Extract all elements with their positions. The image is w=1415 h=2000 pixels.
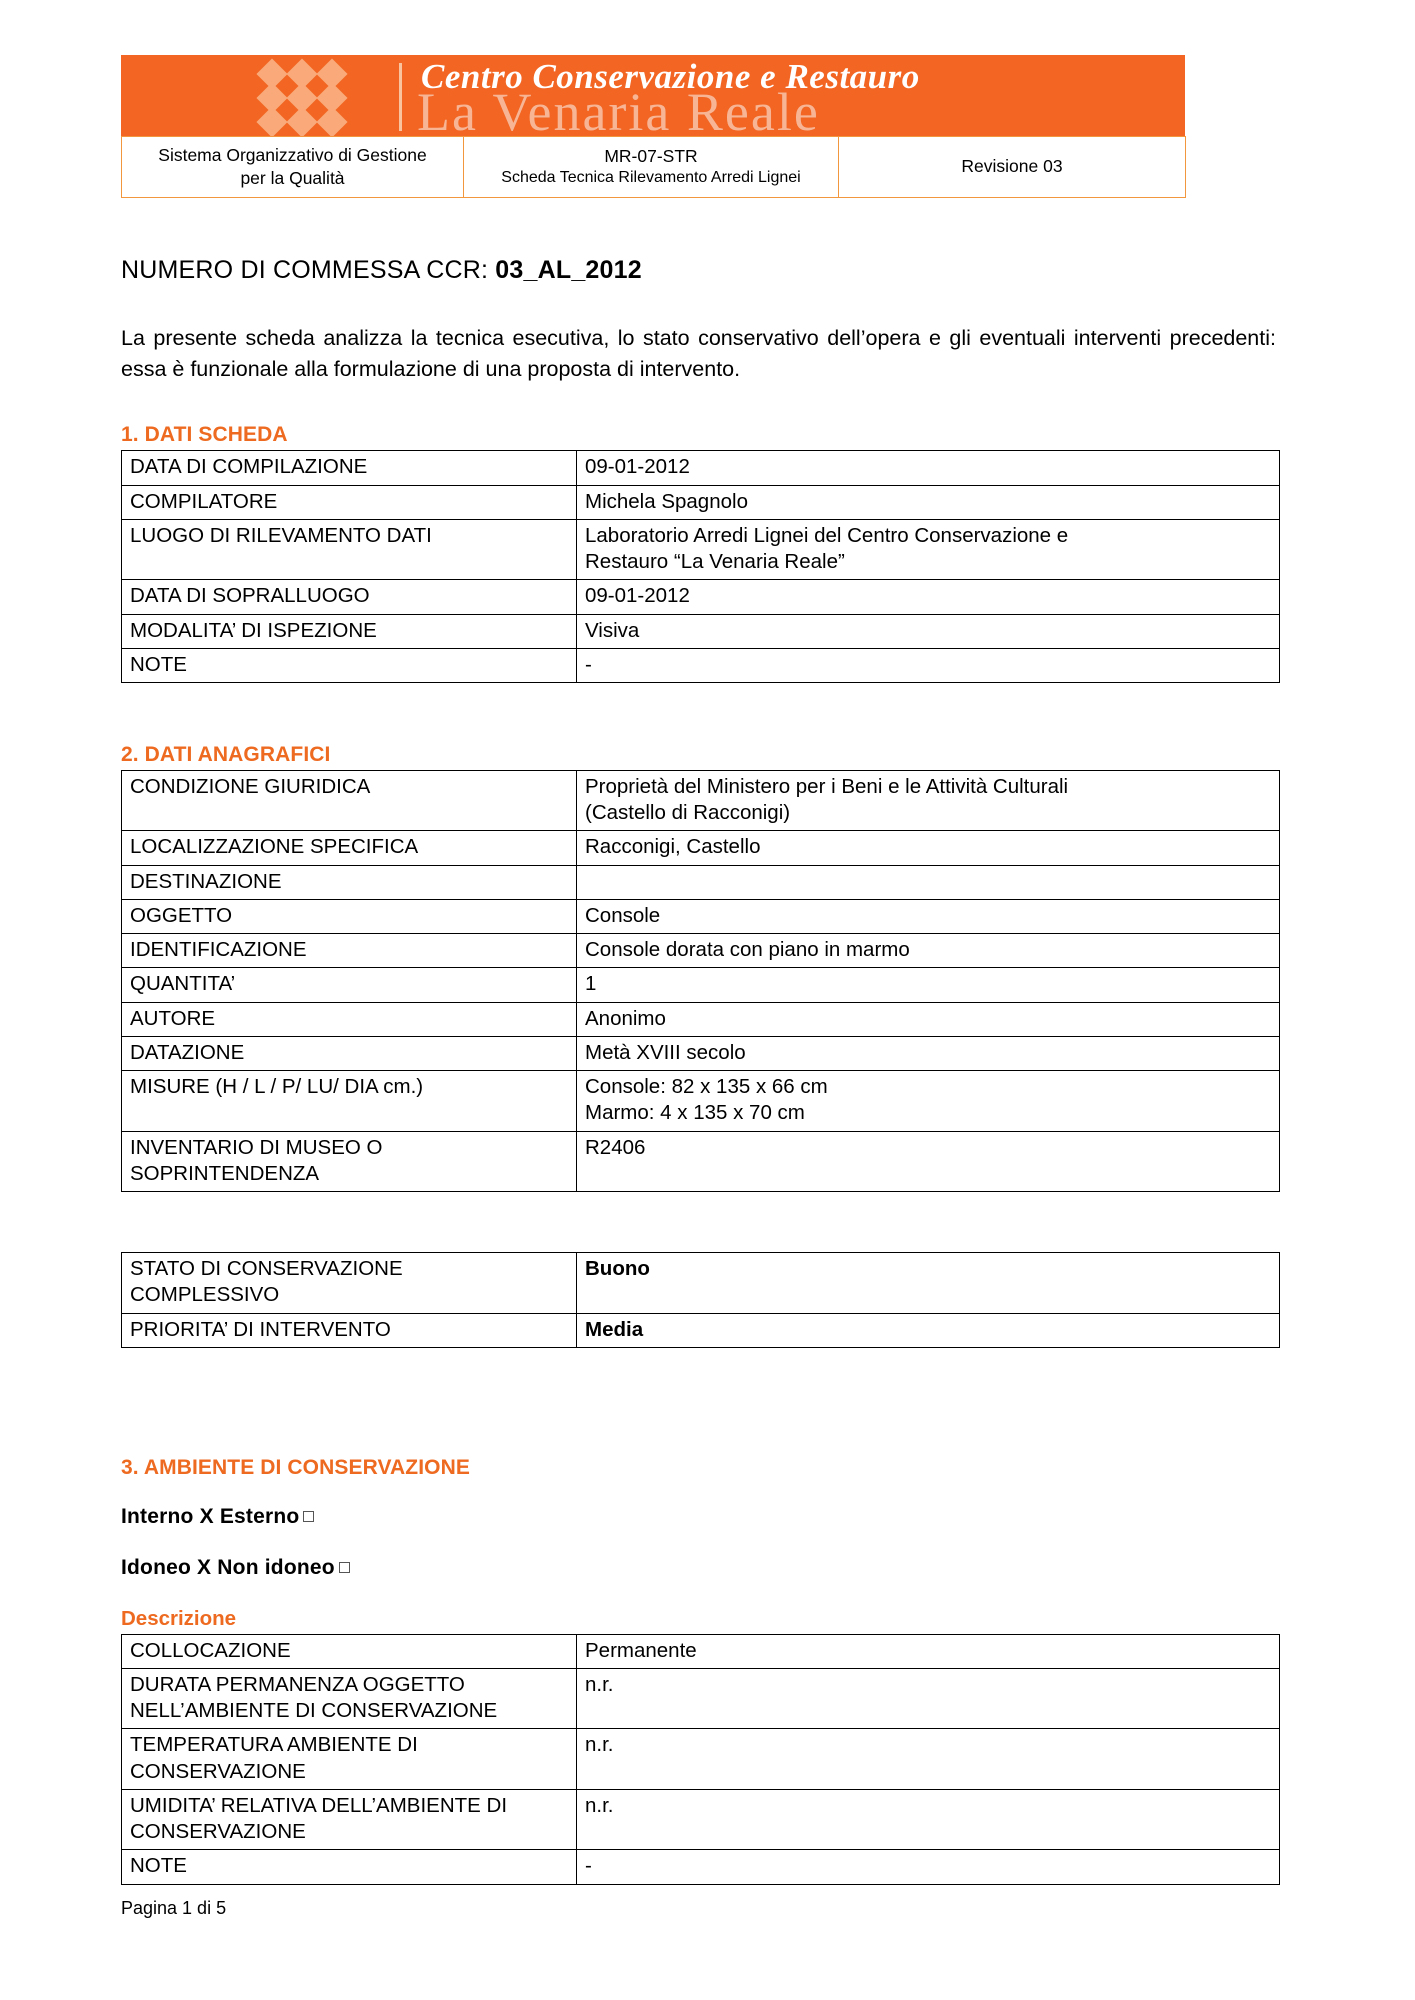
row-key: PRIORITA’ DI INTERVENTO	[122, 1313, 577, 1347]
dati-anagrafici-table	[121, 770, 1280, 1192]
row-value	[577, 770, 1280, 830]
system-line-1: Sistema Organizzativo di Gestione	[158, 145, 427, 165]
row-key: COLLOCAZIONE	[122, 1634, 577, 1668]
row-value-line-1: Console: 82 x 135 x 66 cm	[585, 1075, 828, 1099]
system-line-2: per la Qualità	[240, 167, 345, 188]
diamond-pattern-icon	[261, 61, 371, 131]
non-idoneo-checkbox[interactable]	[339, 1562, 350, 1573]
table-row	[122, 580, 1280, 614]
table-row	[122, 899, 1280, 933]
row-key-line-1: TEMPERATURA AMBIENTE DI	[130, 1733, 418, 1757]
row-key: DATA DI COMPILAZIONE	[122, 451, 577, 485]
esterno-checkbox[interactable]	[303, 1511, 314, 1522]
row-value-line-2: (Castello di Racconigi)	[585, 801, 791, 825]
row-key: DATAZIONE	[122, 1036, 577, 1070]
row-key-line-2: CONSERVAZIONE	[130, 1820, 306, 1844]
header-cell-document	[464, 137, 839, 198]
row-key	[122, 1729, 577, 1789]
row-value-line-1: Laboratorio Arredi Lignei del Centro Conservazione e	[585, 523, 1069, 547]
row-key: DESTINAZIONE	[122, 865, 577, 899]
row-key	[122, 1668, 577, 1728]
row-value: 1	[577, 968, 1280, 1002]
row-value	[577, 865, 1280, 899]
table-row	[122, 1002, 1280, 1036]
row-key: NOTE	[122, 1850, 577, 1884]
brand-title-secondary: La Venaria Reale	[417, 82, 820, 136]
table-row	[122, 1634, 1280, 1668]
row-value: n.r.	[577, 1789, 1280, 1849]
row-value: Visiva	[577, 614, 1280, 648]
row-value: Console dorata con piano in marmo	[577, 934, 1280, 968]
row-value: n.r.	[577, 1729, 1280, 1789]
descrizione-table	[121, 1634, 1280, 1885]
row-key: MODALITA’ DI ISPEZIONE	[122, 614, 577, 648]
table-row	[122, 1253, 1280, 1313]
table-row	[122, 831, 1280, 865]
section-3-title: 3. AMBIENTE DI CONSERVAZIONE	[121, 1455, 470, 1479]
table-row	[122, 968, 1280, 1002]
row-key: LUOGO DI RILEVAMENTO DATI	[122, 519, 577, 579]
table-row	[122, 1850, 1280, 1884]
document-header	[121, 55, 1185, 198]
idoneo-label: Idoneo X Non idoneo	[121, 1555, 335, 1579]
row-value	[577, 1313, 1280, 1347]
row-value-text: Buono	[585, 1257, 650, 1281]
row-value: 09-01-2012	[577, 580, 1280, 614]
row-value: -	[577, 1850, 1280, 1884]
row-key-line-2: COMPLESSIVO	[130, 1283, 280, 1307]
table-row	[122, 648, 1280, 682]
row-key: IDENTIFICAZIONE	[122, 934, 577, 968]
section-2-title: 2. DATI ANAGRAFICI	[121, 742, 331, 766]
row-key: DATA DI SOPRALLUOGO	[122, 580, 577, 614]
table-row	[122, 1313, 1280, 1347]
brand-title-primary: Centro Conservazione e Restauro	[421, 57, 920, 96]
dati-scheda-table	[121, 450, 1280, 683]
header-cell-revision: Revisione 03	[839, 137, 1186, 198]
banner-divider	[399, 63, 402, 131]
header-info-row	[122, 137, 1186, 198]
commessa-value: 03_AL_2012	[495, 256, 642, 284]
row-value-line-1: Proprietà del Ministero per i Beni e le Attività Culturali	[585, 774, 1069, 798]
document-name: Scheda Tecnica Rilevamento Arredi Lignei	[501, 168, 801, 186]
document-code: MR-07-STR	[604, 145, 698, 166]
table-row	[122, 1131, 1280, 1191]
table-row	[122, 451, 1280, 485]
ambiente-interno-esterno-line	[121, 1505, 1285, 1529]
document-body	[121, 255, 1285, 1885]
section-1-title: 1. DATI SCHEDA	[121, 423, 288, 447]
row-key: AUTORE	[122, 1002, 577, 1036]
table-row	[122, 614, 1280, 648]
stato-conservazione-table	[121, 1252, 1280, 1348]
spacer	[121, 683, 1285, 743]
row-value	[577, 519, 1280, 579]
row-key: MISURE (H / L / P/ LU/ DIA cm.)	[122, 1071, 577, 1131]
row-value: Permanente	[577, 1634, 1280, 1668]
table-row	[122, 1071, 1280, 1131]
row-value: Michela Spagnolo	[577, 485, 1280, 519]
row-key-line-1: INVENTARIO DI MUSEO O	[130, 1135, 383, 1159]
header-info-table	[121, 136, 1186, 198]
intro-paragraph: La presente scheda analizza la tecnica esecutiva, lo stato conservativo dell’opera e gli eventuali interventi precedenti: essa è funzionale alla formulazione di una proposta di intervento.	[121, 326, 1276, 382]
spacer	[121, 1192, 1285, 1252]
row-key: LOCALIZZAZIONE SPECIFICA	[122, 831, 577, 865]
row-key-line-1: DURATA PERMANENZA OGGETTO	[130, 1672, 465, 1696]
table-row	[122, 519, 1280, 579]
row-key-line-2: SOPRINTENDENZA	[130, 1161, 320, 1185]
row-value-line-2: Restauro “La Venaria Reale”	[585, 550, 845, 574]
table-row	[122, 934, 1280, 968]
table-row	[122, 1036, 1280, 1070]
row-key: CONDIZIONE GIURIDICA	[122, 770, 577, 830]
header-cell-system	[122, 137, 464, 198]
row-value: R2406	[577, 1131, 1280, 1191]
row-value: -	[577, 648, 1280, 682]
row-value: Anonimo	[577, 1002, 1280, 1036]
interno-esterno-label: Interno X Esterno	[121, 1504, 300, 1528]
row-key-line-1: UMIDITA’ RELATIVA DELL’AMBIENTE DI	[130, 1793, 508, 1817]
descrizione-title: Descrizione	[121, 1606, 237, 1630]
row-value: n.r.	[577, 1668, 1280, 1728]
page-footer: Pagina 1 di 5	[121, 1898, 227, 1918]
row-key: QUANTITA’	[122, 968, 577, 1002]
row-key: COMPILATORE	[122, 485, 577, 519]
row-key-line-1: STATO DI CONSERVAZIONE	[130, 1257, 403, 1281]
table-row	[122, 865, 1280, 899]
row-key	[122, 1131, 577, 1191]
row-value-line-2: Marmo: 4 x 135 x 70 cm	[585, 1101, 805, 1125]
ambiente-idoneo-line	[121, 1556, 1285, 1580]
spacer	[121, 1348, 1285, 1456]
row-value	[577, 1071, 1280, 1131]
row-key-line-2: CONSERVAZIONE	[130, 1759, 306, 1783]
row-value: 09-01-2012	[577, 451, 1280, 485]
table-row	[122, 485, 1280, 519]
row-key-line-2: NELL’AMBIENTE DI CONSERVAZIONE	[130, 1699, 498, 1723]
table-row	[122, 1789, 1280, 1849]
commessa-label: NUMERO DI COMMESSA CCR:	[121, 256, 496, 284]
table-row	[122, 1668, 1280, 1728]
commessa-line	[121, 255, 1285, 285]
row-value	[577, 1253, 1280, 1313]
table-row	[122, 770, 1280, 830]
row-value-text: Media	[585, 1317, 644, 1341]
row-key	[122, 1789, 577, 1849]
row-value: Console	[577, 899, 1280, 933]
brand-banner	[121, 55, 1185, 136]
row-key: NOTE	[122, 648, 577, 682]
row-key: OGGETTO	[122, 899, 577, 933]
row-value: Metà XVIII secolo	[577, 1036, 1280, 1070]
row-value: Racconigi, Castello	[577, 831, 1280, 865]
row-key	[122, 1253, 577, 1313]
table-row	[122, 1729, 1280, 1789]
